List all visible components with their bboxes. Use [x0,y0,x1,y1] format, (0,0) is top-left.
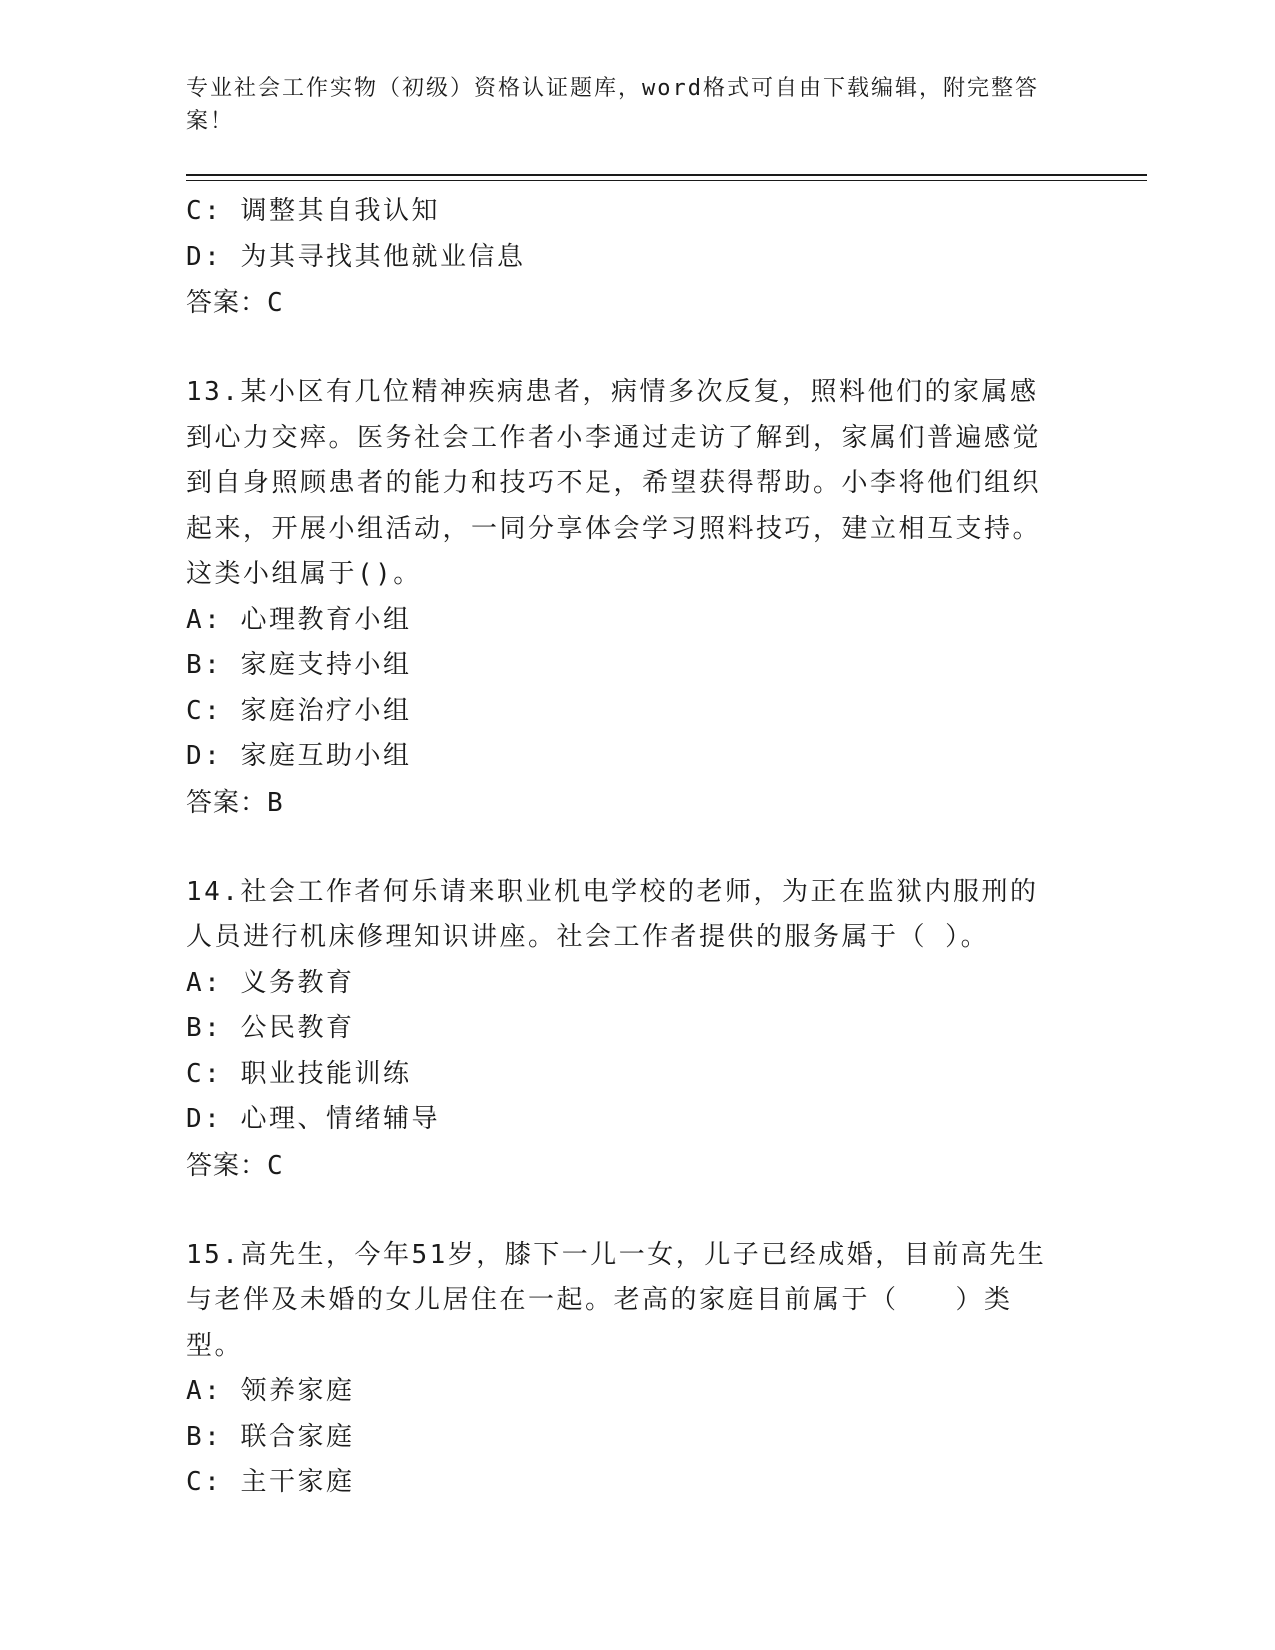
spacer [186,326,1066,370]
option-c: C: 家庭治疗小组 [186,695,412,726]
answer-line: 答案：C [186,288,284,318]
option-d: D: 家庭互助小组 [186,741,412,771]
question-list [186,189,1066,1506]
option-b: B: 家庭支持小组 [186,650,412,680]
header-divider-thin [186,180,1147,181]
answer-line: 答案：C [186,1150,284,1181]
option-a: A: 义务教育 [186,967,355,998]
question-14 [186,870,1066,1189]
answer-line: 答案：B [186,787,284,818]
question-stem: 13.某小区有几位精神疾病患者，病情多次反复，照料他们的家属感到心力交瘁。医务社会工作者小李通过走访了解到，家属们普遍感觉到自身照顾患者的能力和技巧不足，希望获得帮助。小李将他们组织起来，开展小组活动，一同分享体会学习照料技巧，建立相互支持。这类小组属于()。 [186,377,1042,589]
option-d: D: 心理、情绪辅导 [186,1104,440,1134]
document-header-description: 专业社会工作实物（初级）资格认证题库，word格式可自由下载编辑，附完整答案！ [186,76,1039,134]
option-d: D: 为其寻找其他就业信息 [186,241,526,272]
option-b: B: 联合家庭 [186,1421,355,1452]
question-stem: 15.高先生，今年51岁，膝下一儿一女，儿子已经成婚，目前高先生与老伴及未婚的女儿居住在一起。老高的家庭目前属于（ ）类型。 [186,1239,1047,1361]
option-a: A: 心理教育小组 [186,604,412,635]
question-12-tail [186,189,1066,326]
question-15 [186,1233,1066,1506]
option-b: B: 公民教育 [186,1013,355,1043]
option-c: C: 调整其自我认知 [186,196,440,226]
option-c: C: 职业技能训练 [186,1058,412,1089]
option-a: A: 领养家庭 [186,1376,355,1406]
spacer [186,826,1066,870]
question-stem: 14.社会工作者何乐请来职业机电学校的老师，为正在监狱内服刑的人员进行机床修理知识讲座。社会工作者提供的服务属于（ ）。 [186,876,1039,952]
header-divider-thick [186,174,1147,176]
option-c: C: 主干家庭 [186,1467,355,1497]
question-13 [186,370,1066,826]
spacer [186,1189,1066,1233]
